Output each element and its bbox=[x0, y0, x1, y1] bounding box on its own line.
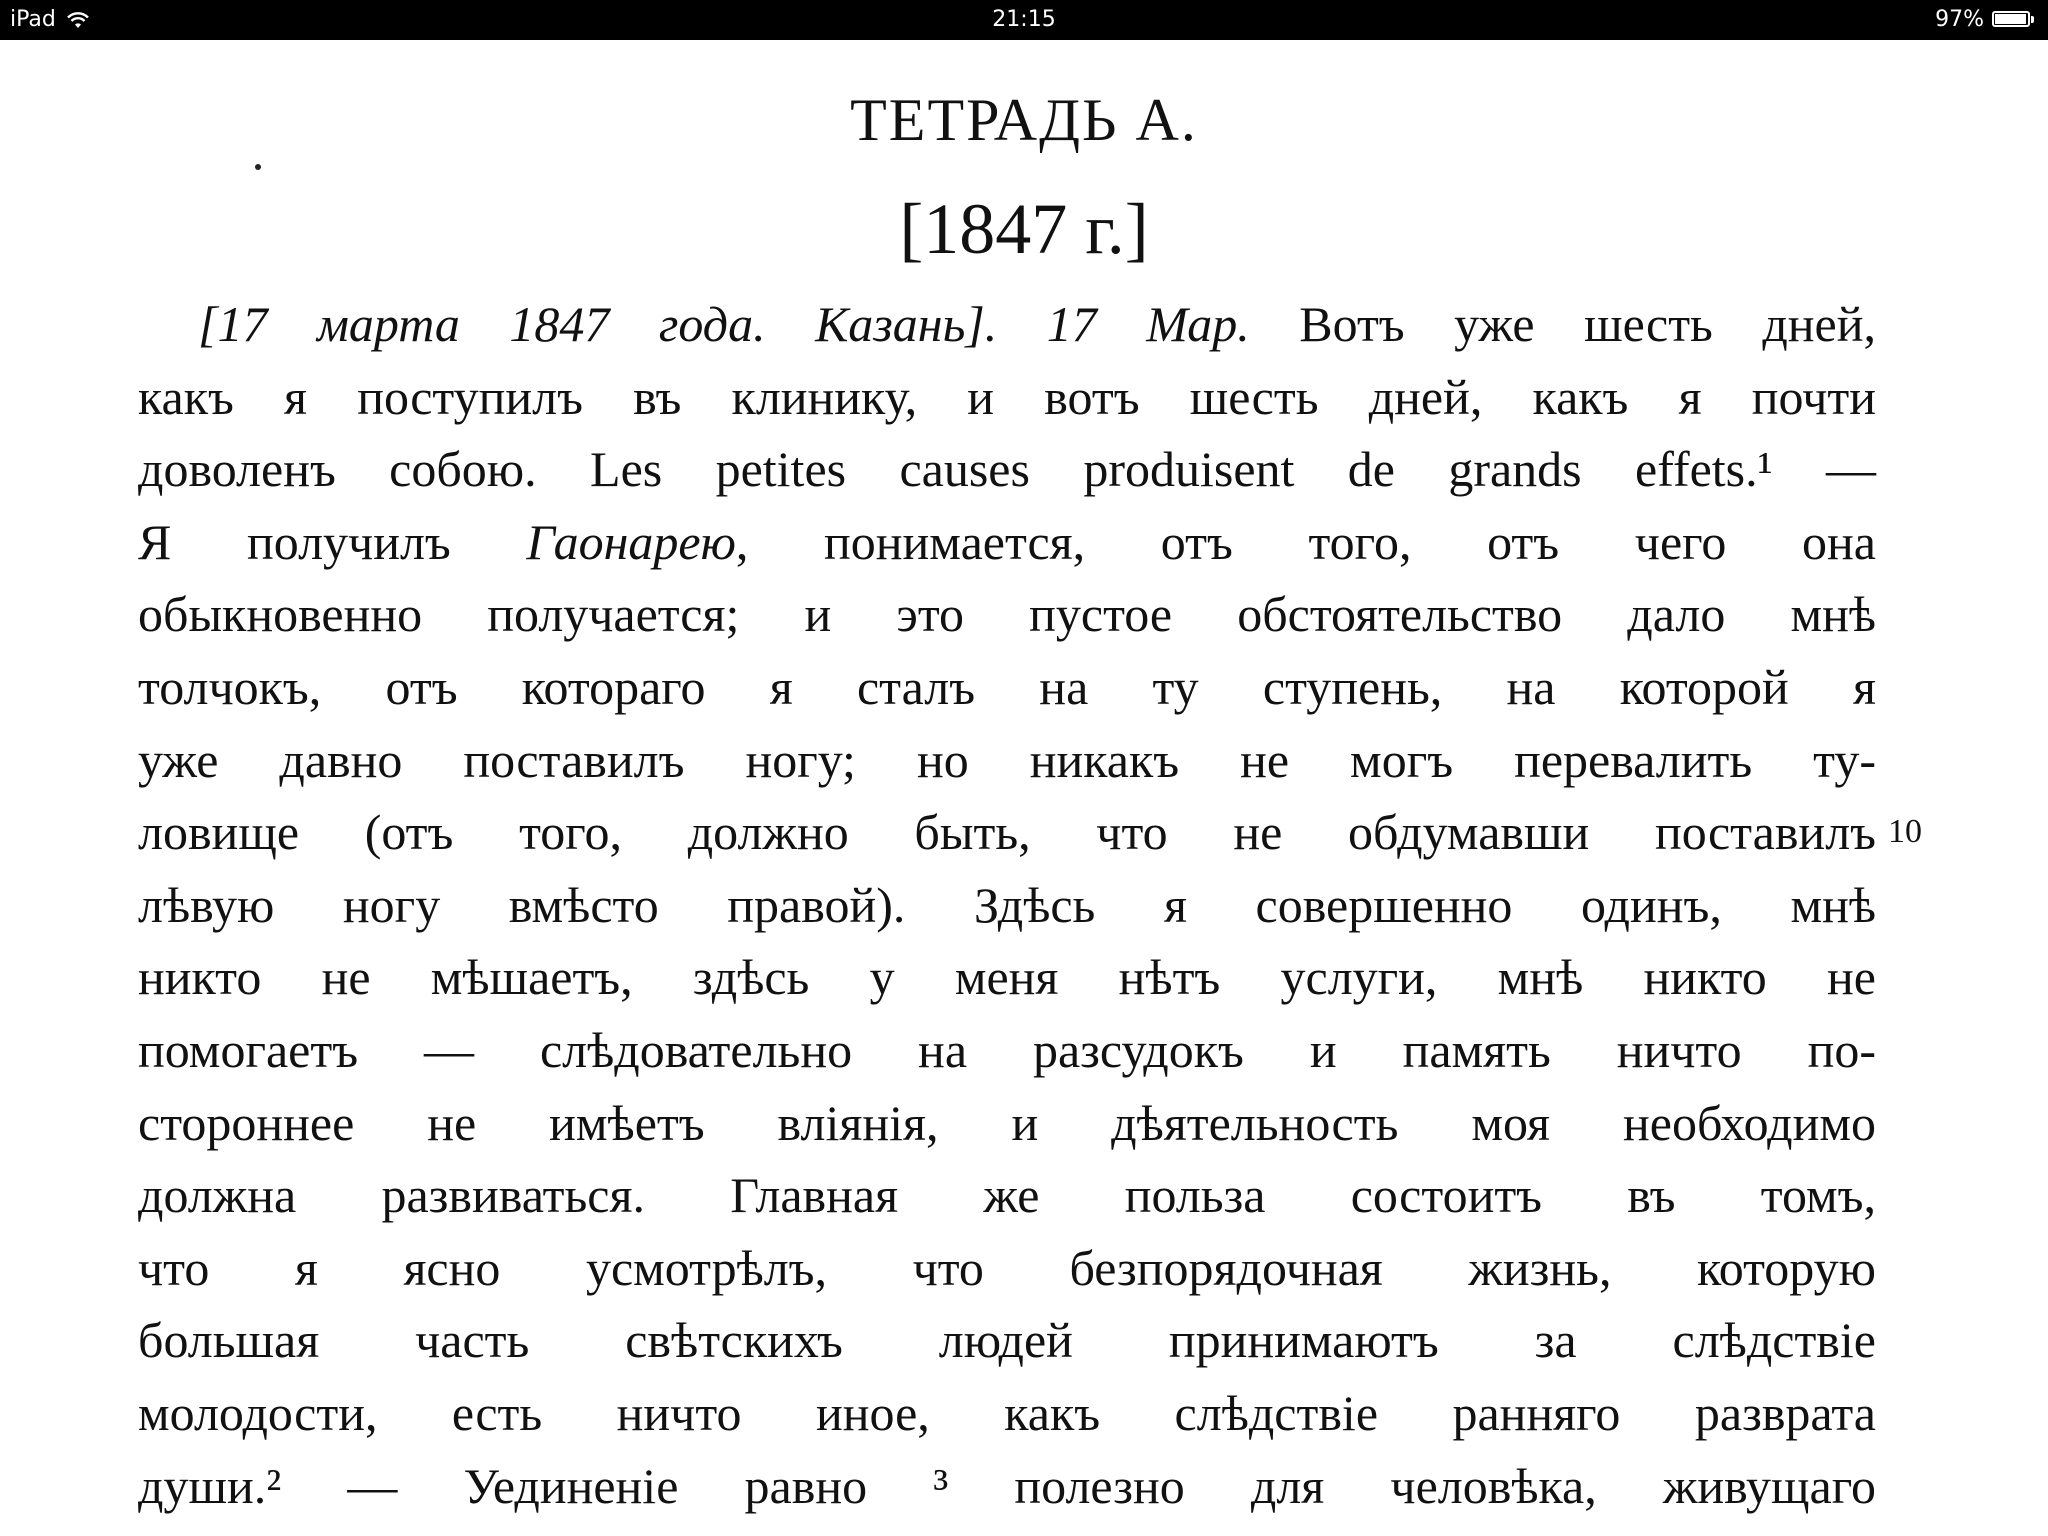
text-line: лѣвую ногу вмѣсто правой). Здѣсь я совершенно одинъ, мнѣ bbox=[138, 876, 1876, 933]
status-right bbox=[1935, 7, 2036, 32]
status-time: 21:15 bbox=[992, 7, 1056, 32]
text-line: должна развиваться. Главная же польза состоитъ въ томъ, bbox=[138, 1167, 1876, 1224]
dateline-italic: [17 марта 1847 года. Казань]. 17 Мар. bbox=[198, 296, 1250, 352]
text-line bbox=[138, 506, 1876, 579]
book-page[interactable] bbox=[0, 40, 2048, 1536]
text-line bbox=[138, 288, 1876, 361]
status-bar bbox=[0, 0, 2048, 40]
italic-word: Гаонарею bbox=[526, 513, 736, 570]
text-line: ловище (отъ того, должно быть, что не обдумавши поставилъ bbox=[138, 804, 1876, 861]
text-line: стороннее не имѣетъ вліянія, и дѣятельность моя необходимо bbox=[138, 1094, 1876, 1151]
device-label: iPad bbox=[10, 7, 56, 32]
text-line: толчокъ, отъ котораго я сталъ на ту ступень, на которой я bbox=[138, 658, 1876, 715]
print-speck bbox=[255, 164, 261, 170]
line-number: 10 bbox=[1888, 813, 1922, 850]
battery-percent: 97% bbox=[1935, 7, 1984, 32]
text-line: какъ я поступилъ въ клинику, и вотъ шесть дней, какъ я почти bbox=[138, 368, 1876, 425]
chapter-title: ТЕТРАДЬ А. bbox=[850, 87, 1198, 153]
text-line: уже давно поставилъ ногу; но никакъ не могъ перевалить ту- bbox=[138, 731, 1876, 788]
line-fragment: Я получилъ bbox=[138, 513, 527, 570]
text-line: души.² — Уединеніе равно ³ полезно для человѣка, живущаго bbox=[138, 1457, 1876, 1514]
line-fragment: Вотъ уже шесть дней, bbox=[1249, 296, 1876, 352]
text-line: что я ясно усмотрѣлъ, что безпорядочная жизнь, которую bbox=[138, 1239, 1876, 1296]
text-line: молодости, есть ничто иное, какъ слѣдствіе ранняго разврата bbox=[138, 1384, 1876, 1441]
battery-icon bbox=[1992, 11, 2036, 29]
line-fragment: , понимается, отъ того, отъ чего она bbox=[735, 513, 1876, 570]
battery-fill bbox=[1995, 14, 2026, 24]
chapter-year: [1847 г.] bbox=[899, 189, 1149, 269]
text-line: доволенъ собою. Les petites causes produisent de grands effets.¹ — bbox=[138, 441, 1876, 498]
text-line: большая часть свѣтскихъ людей принимаютъ за слѣдствіе bbox=[138, 1312, 1876, 1369]
text-line: никто не мѣшаетъ, здѣсь у меня нѣтъ услуги, мнѣ никто не bbox=[138, 949, 1876, 1006]
body-text bbox=[138, 288, 1876, 1522]
text-line: помогаетъ — слѣдовательно на разсудокъ и память ничто по- bbox=[138, 1021, 1876, 1078]
text-line: обыкновенно получается; и это пустое обстоятельство дало мнѣ bbox=[138, 586, 1876, 643]
